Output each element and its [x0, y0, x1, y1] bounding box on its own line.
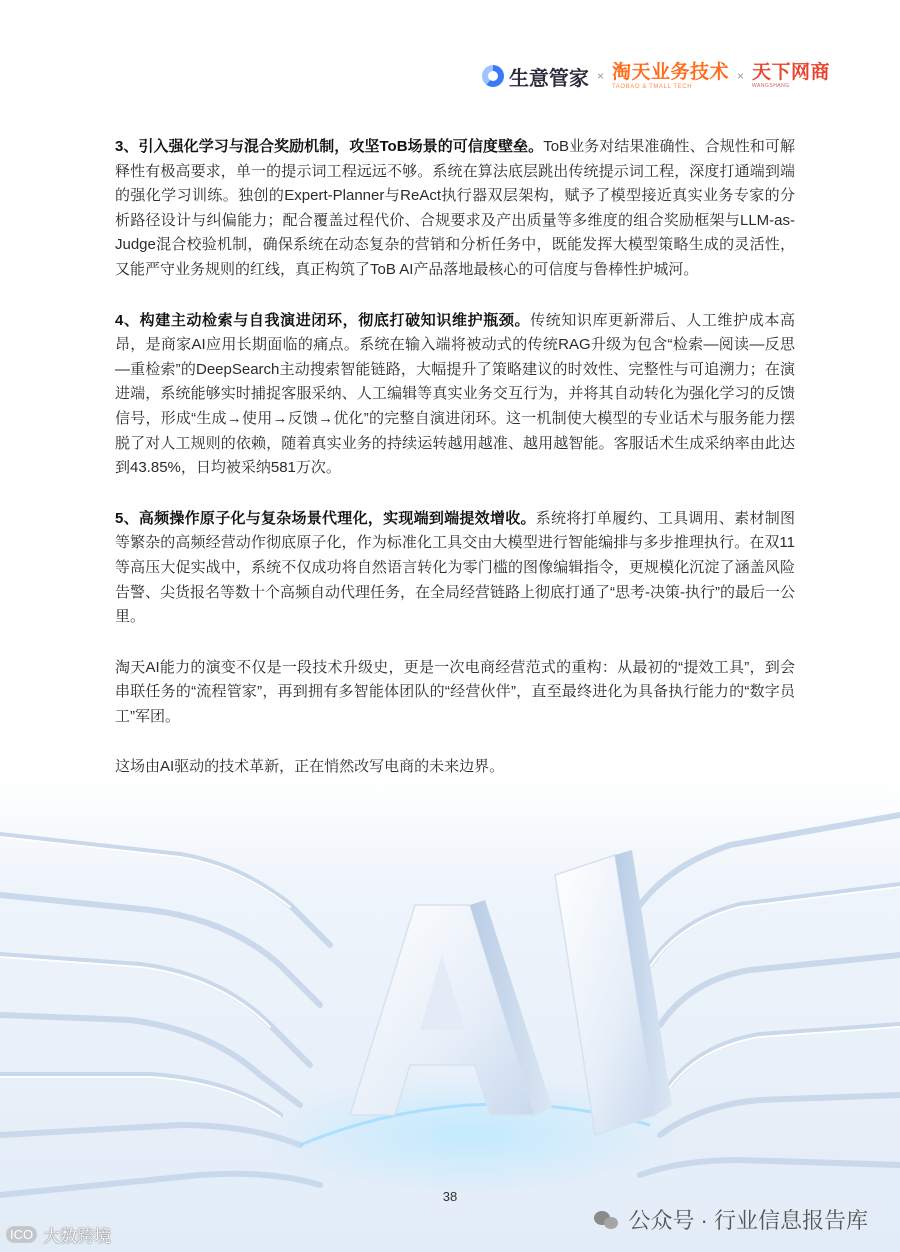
separator-times: × [736, 69, 744, 83]
separator-times: × [596, 69, 604, 83]
paragraph-5 [115, 507, 795, 630]
paragraph-text: 淘天AI能力的演变不仅是一段技术升级史，更是一次电商经营范式的重构：从最初的“提效工具”，到会串联任务的“流程管家”，再到拥有多智能体团队的“经营伙伴”，直至最终进化为具备执行能力的“数字员工”军团。 [115, 658, 795, 725]
ai-circuit-graphic [0, 775, 900, 1252]
paragraph-summary [115, 656, 795, 730]
paragraph-text: 这场由AI驱动的技术革新，正在悄然改写电商的未来边界。 [115, 758, 505, 776]
paragraph-lead: 4、构建主动检索与自我演进闭环，彻底打破知识维护瓶颈。 [115, 311, 531, 329]
shengyi-logo-icon [482, 65, 504, 87]
paragraph-text: 系统将打单履约、工具调用、素材制图等繁杂的高频经营动作彻底原子化，作为标准化工具交由大模型进行智能编排与多步推理执行。在双11等高压大促实战中，系统不仅成功将自然语言转化为零门槛的图像编辑指令，更规模化沉淀了涵盖风险告警、尖货报名等数十个高频自动代理任务，在全局经营链路上彻底打通了“思考-决策-执行”的最后一公里。 [115, 509, 795, 626]
header-logos [482, 58, 830, 94]
logo2-text: 淘天业务技术 [611, 61, 729, 83]
article-body [115, 135, 795, 806]
paragraph-4 [115, 309, 795, 481]
logo3-text: 天下网商 [751, 62, 830, 83]
watermark-left-text: 大数跨境 [43, 1227, 112, 1246]
watermark-text: 公众号 · 行业信息报告库 [628, 1208, 868, 1233]
wechat-icon [594, 1209, 620, 1231]
logo2-subtext: TAOBAO & TMALL TECH [611, 83, 693, 90]
dashu-logo-icon: ICO [6, 1226, 37, 1243]
paragraph-text: ToB业务对结果准确性、合规性和可解释性有极高要求，单一的提示词工程远远不够。系统在算法底层跳出传统提示词工程，深度打通端到端的强化学习训练。独创的Expert-Planner与ReAct执行器双层架构，赋予了模型接近真实业务专家的分析路径设计与纠偏能力；配合覆盖过程代价、合规要求及产出质量等多维度的组合奖励框架与LLM-as-Judge混合校验机制，确保系统在动态复杂的营销和分析任务中，既能发挥大模型策略生成的灵活性，又能严守业务规则的红线，真正构筑了ToB AI产品落地最核心的可信度与鲁棒性护城河。 [115, 138, 795, 278]
watermark-wechat [594, 1204, 868, 1235]
shengyi-guanjia-logo [482, 62, 589, 91]
logo3-subtext: WANGSHANG [751, 83, 790, 89]
page-number: 38 [442, 1189, 458, 1204]
paragraph-3 [115, 135, 795, 283]
watermark-dashu [6, 1222, 111, 1247]
tianxia-wangshang-logo [752, 63, 830, 89]
ai-illustration [0, 775, 900, 1252]
logo1-text: 生意管家 [508, 67, 589, 90]
paragraph-lead: 5、高频操作原子化与复杂场景代理化，实现端到端提效增收。 [115, 509, 536, 527]
taotian-tech-logo [612, 63, 729, 90]
paragraph-text: 传统知识库更新滞后、人工维护成本高昂，是商家AI应用长期面临的痛点。系统在输入端将被动式的传统RAG升级为包含“检索—阅读—反思—重检索”的DeepSearch主动搜索智能链路，大幅提升了策略建议的时效性、完整性与可追溯力；在演进端，系统能够实时捕捉客服采纳、人工编辑等真实业务交互行为，并将其自动转化为强化学习的反馈信号，形成“生成→使用→反馈→优化”的完整自演进闭环。这一机制使大模型的专业话术与服务能力摆脱了对人工规则的依赖，随着真实业务的持续运转越用越准、越用越智能。客服话术生成采纳率由此达到43.85%，日均被采纳581万次。 [115, 311, 795, 477]
paragraph-lead: 3、引入强化学习与混合奖励机制，攻坚ToB场景的可信度壁垒。 [115, 138, 544, 155]
